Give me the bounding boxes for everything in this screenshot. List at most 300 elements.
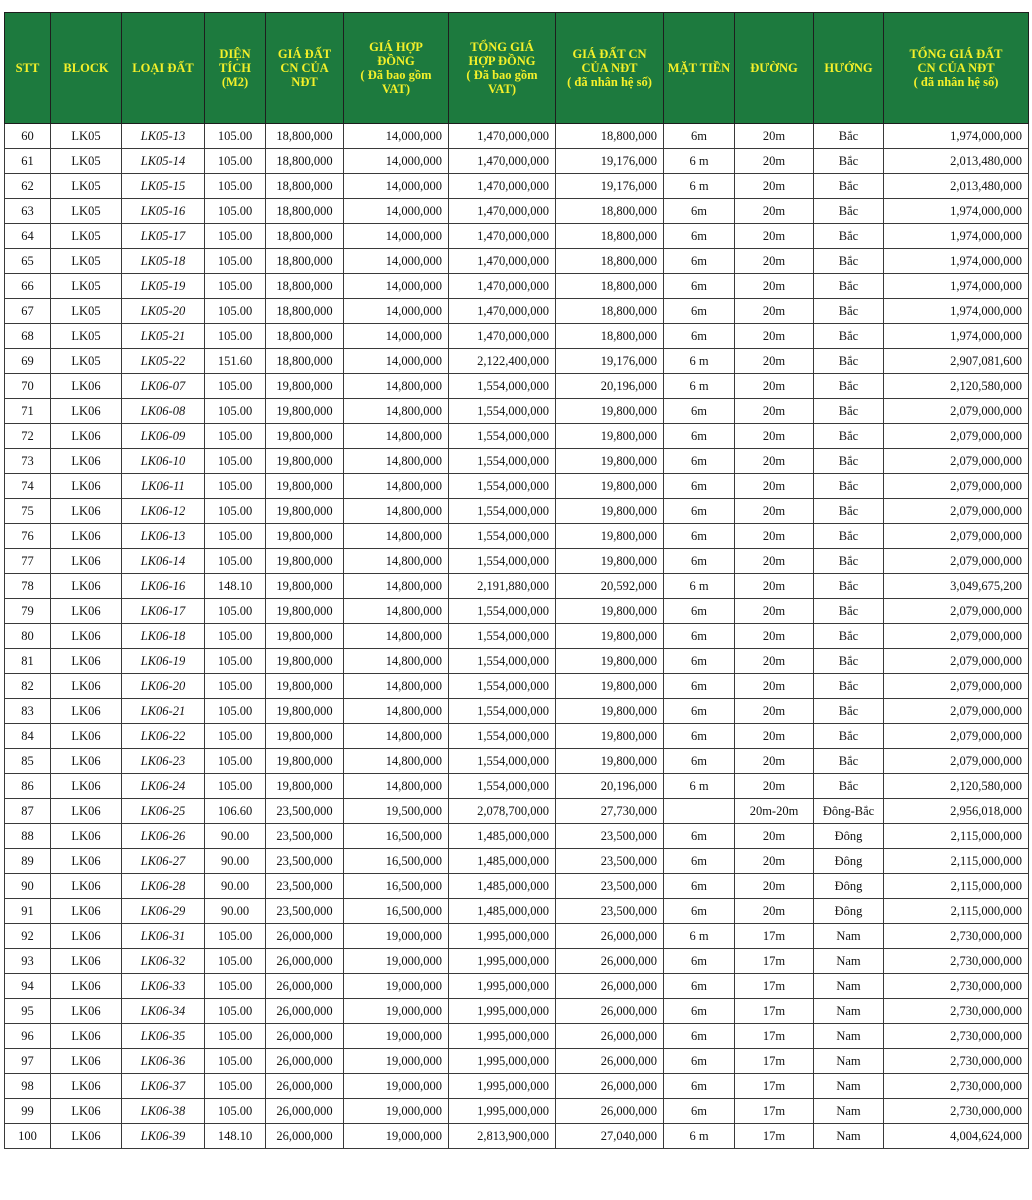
cell-tong-gia-dat-cn: 4,004,624,000	[884, 1124, 1029, 1149]
price-table	[4, 12, 1029, 1149]
cell-gia-dat-cn: 19,800,000	[266, 674, 344, 699]
cell-dien-tich: 105.00	[205, 749, 266, 774]
cell-loai-dat: LK06-27	[122, 849, 205, 874]
cell-dien-tich: 105.00	[205, 674, 266, 699]
cell-loai-dat: LK06-26	[122, 824, 205, 849]
table-row	[5, 799, 1029, 824]
cell-block: LK06	[51, 499, 122, 524]
cell-gia-dat-cn-he-so: 23,500,000	[556, 899, 664, 924]
cell-loai-dat: LK06-29	[122, 899, 205, 924]
cell-tong-gia-dat-cn: 2,079,000,000	[884, 524, 1029, 549]
cell-gia-dat-cn: 19,800,000	[266, 524, 344, 549]
cell-gia-dat-cn: 19,800,000	[266, 449, 344, 474]
cell-block: LK06	[51, 424, 122, 449]
cell-huong: Nam	[814, 924, 884, 949]
cell-duong: 20m	[735, 499, 814, 524]
cell-tong-gia-hop-dong: 1,554,000,000	[449, 774, 556, 799]
cell-gia-dat-cn-he-so: 18,800,000	[556, 224, 664, 249]
cell-tong-gia-hop-dong: 1,485,000,000	[449, 874, 556, 899]
cell-tong-gia-dat-cn: 2,079,000,000	[884, 599, 1029, 624]
cell-gia-dat-cn: 19,800,000	[266, 549, 344, 574]
cell-loai-dat: LK06-12	[122, 499, 205, 524]
cell-block: LK06	[51, 699, 122, 724]
cell-stt: 63	[5, 199, 51, 224]
cell-gia-dat-cn: 19,800,000	[266, 699, 344, 724]
cell-stt: 100	[5, 1124, 51, 1149]
cell-huong: Bắc	[814, 399, 884, 424]
cell-tong-gia-hop-dong: 1,470,000,000	[449, 149, 556, 174]
cell-tong-gia-dat-cn: 2,730,000,000	[884, 1049, 1029, 1074]
cell-gia-dat-cn-he-so: 19,800,000	[556, 524, 664, 549]
cell-stt: 68	[5, 324, 51, 349]
cell-dien-tich: 105.00	[205, 1074, 266, 1099]
cell-loai-dat: LK06-16	[122, 574, 205, 599]
cell-loai-dat: LK06-21	[122, 699, 205, 724]
cell-mat-tien: 6m	[664, 1074, 735, 1099]
cell-loai-dat: LK06-25	[122, 799, 205, 824]
cell-stt: 94	[5, 974, 51, 999]
cell-gia-dat-cn: 19,800,000	[266, 399, 344, 424]
cell-tong-gia-hop-dong: 2,122,400,000	[449, 349, 556, 374]
cell-stt: 80	[5, 624, 51, 649]
cell-gia-dat-cn-he-so: 26,000,000	[556, 1099, 664, 1124]
cell-gia-dat-cn: 19,800,000	[266, 624, 344, 649]
cell-gia-dat-cn-he-so: 20,592,000	[556, 574, 664, 599]
cell-gia-dat-cn-he-so: 20,196,000	[556, 774, 664, 799]
cell-huong: Đông	[814, 899, 884, 924]
cell-tong-gia-dat-cn: 2,079,000,000	[884, 474, 1029, 499]
cell-dien-tich: 105.00	[205, 299, 266, 324]
cell-gia-hop-dong: 14,000,000	[344, 324, 449, 349]
cell-tong-gia-hop-dong: 1,554,000,000	[449, 399, 556, 424]
cell-block: LK05	[51, 149, 122, 174]
cell-dien-tich: 105.00	[205, 1099, 266, 1124]
cell-block: LK06	[51, 899, 122, 924]
cell-tong-gia-hop-dong: 1,554,000,000	[449, 524, 556, 549]
cell-dien-tich: 105.00	[205, 374, 266, 399]
cell-block: LK05	[51, 199, 122, 224]
cell-block: LK06	[51, 599, 122, 624]
cell-huong: Bắc	[814, 649, 884, 674]
cell-gia-dat-cn-he-so: 26,000,000	[556, 924, 664, 949]
cell-mat-tien: 6m	[664, 999, 735, 1024]
cell-dien-tich: 90.00	[205, 874, 266, 899]
cell-block: LK06	[51, 799, 122, 824]
cell-huong: Nam	[814, 1124, 884, 1149]
table-row	[5, 924, 1029, 949]
cell-gia-dat-cn-he-so: 27,040,000	[556, 1124, 664, 1149]
cell-huong: Bắc	[814, 699, 884, 724]
cell-huong: Bắc	[814, 624, 884, 649]
cell-stt: 70	[5, 374, 51, 399]
cell-mat-tien: 6m	[664, 824, 735, 849]
cell-block: LK06	[51, 749, 122, 774]
table-row	[5, 999, 1029, 1024]
cell-tong-gia-dat-cn: 2,730,000,000	[884, 999, 1029, 1024]
cell-tong-gia-dat-cn: 2,079,000,000	[884, 674, 1029, 699]
cell-stt: 69	[5, 349, 51, 374]
cell-gia-dat-cn: 26,000,000	[266, 924, 344, 949]
cell-huong: Bắc	[814, 124, 884, 149]
cell-gia-hop-dong: 19,000,000	[344, 949, 449, 974]
cell-huong: Bắc	[814, 549, 884, 574]
cell-block: LK06	[51, 1074, 122, 1099]
cell-dien-tich: 105.00	[205, 724, 266, 749]
cell-duong: 20m	[735, 899, 814, 924]
table-row	[5, 574, 1029, 599]
cell-loai-dat: LK06-17	[122, 599, 205, 624]
cell-loai-dat: LK06-19	[122, 649, 205, 674]
header-mat-tien: MẶT TIỀN	[664, 13, 735, 124]
cell-gia-dat-cn: 18,800,000	[266, 149, 344, 174]
cell-stt: 84	[5, 724, 51, 749]
cell-gia-hop-dong: 19,000,000	[344, 999, 449, 1024]
cell-gia-dat-cn-he-so: 19,800,000	[556, 424, 664, 449]
cell-gia-dat-cn-he-so: 26,000,000	[556, 1024, 664, 1049]
table-row	[5, 274, 1029, 299]
table-row	[5, 1049, 1029, 1074]
table-row	[5, 899, 1029, 924]
cell-mat-tien: 6m	[664, 549, 735, 574]
cell-duong: 20m	[735, 424, 814, 449]
cell-dien-tich: 105.00	[205, 599, 266, 624]
cell-gia-dat-cn: 18,800,000	[266, 249, 344, 274]
cell-gia-hop-dong: 14,000,000	[344, 224, 449, 249]
cell-mat-tien: 6m	[664, 224, 735, 249]
cell-stt: 99	[5, 1099, 51, 1124]
cell-tong-gia-hop-dong: 1,470,000,000	[449, 299, 556, 324]
cell-duong: 20m-20m	[735, 799, 814, 824]
cell-tong-gia-dat-cn: 2,115,000,000	[884, 824, 1029, 849]
cell-stt: 95	[5, 999, 51, 1024]
cell-block: LK06	[51, 874, 122, 899]
cell-dien-tich: 105.00	[205, 324, 266, 349]
cell-block: LK06	[51, 549, 122, 574]
cell-mat-tien: 6 m	[664, 374, 735, 399]
cell-mat-tien: 6m	[664, 849, 735, 874]
cell-gia-dat-cn: 19,800,000	[266, 774, 344, 799]
cell-tong-gia-dat-cn: 1,974,000,000	[884, 249, 1029, 274]
cell-mat-tien: 6 m	[664, 774, 735, 799]
cell-tong-gia-hop-dong: 1,554,000,000	[449, 699, 556, 724]
header-loai-dat: LOẠI ĐẤT	[122, 13, 205, 124]
cell-gia-hop-dong: 16,500,000	[344, 874, 449, 899]
cell-mat-tien: 6 m	[664, 1124, 735, 1149]
header-gia-dat-cn: GIÁ ĐẤT CN CỦA NĐT	[266, 13, 344, 124]
cell-dien-tich: 105.00	[205, 224, 266, 249]
cell-mat-tien: 6m	[664, 949, 735, 974]
cell-dien-tich: 105.00	[205, 774, 266, 799]
table-row	[5, 549, 1029, 574]
cell-duong: 20m	[735, 724, 814, 749]
cell-huong: Bắc	[814, 674, 884, 699]
cell-duong: 17m	[735, 1099, 814, 1124]
cell-dien-tich: 90.00	[205, 824, 266, 849]
table-row	[5, 699, 1029, 724]
cell-gia-hop-dong: 19,000,000	[344, 1099, 449, 1124]
cell-duong: 20m	[735, 299, 814, 324]
cell-loai-dat: LK06-14	[122, 549, 205, 574]
cell-gia-dat-cn-he-so: 23,500,000	[556, 874, 664, 899]
cell-gia-hop-dong: 14,800,000	[344, 374, 449, 399]
cell-gia-dat-cn-he-so: 19,800,000	[556, 549, 664, 574]
cell-tong-gia-dat-cn: 2,907,081,600	[884, 349, 1029, 374]
table-row	[5, 1024, 1029, 1049]
cell-tong-gia-dat-cn: 1,974,000,000	[884, 299, 1029, 324]
cell-gia-dat-cn: 18,800,000	[266, 274, 344, 299]
table-row	[5, 249, 1029, 274]
cell-tong-gia-hop-dong: 1,470,000,000	[449, 174, 556, 199]
cell-duong: 20m	[735, 624, 814, 649]
cell-stt: 96	[5, 1024, 51, 1049]
cell-gia-dat-cn: 26,000,000	[266, 949, 344, 974]
cell-loai-dat: LK06-10	[122, 449, 205, 474]
cell-tong-gia-hop-dong: 1,995,000,000	[449, 1049, 556, 1074]
cell-gia-dat-cn-he-so: 19,176,000	[556, 149, 664, 174]
cell-block: LK06	[51, 849, 122, 874]
cell-gia-hop-dong: 14,000,000	[344, 349, 449, 374]
cell-gia-hop-dong: 14,800,000	[344, 449, 449, 474]
cell-gia-hop-dong: 19,000,000	[344, 1024, 449, 1049]
cell-stt: 71	[5, 399, 51, 424]
cell-stt: 62	[5, 174, 51, 199]
cell-stt: 79	[5, 599, 51, 624]
cell-mat-tien: 6 m	[664, 149, 735, 174]
table-row	[5, 749, 1029, 774]
cell-gia-dat-cn: 18,800,000	[266, 349, 344, 374]
cell-block: LK06	[51, 524, 122, 549]
cell-huong: Bắc	[814, 374, 884, 399]
cell-duong: 20m	[735, 249, 814, 274]
cell-duong: 20m	[735, 349, 814, 374]
cell-dien-tich: 105.00	[205, 149, 266, 174]
cell-gia-dat-cn: 23,500,000	[266, 824, 344, 849]
table-row	[5, 674, 1029, 699]
cell-gia-dat-cn-he-so: 20,196,000	[556, 374, 664, 399]
cell-block: LK06	[51, 824, 122, 849]
table-row	[5, 949, 1029, 974]
cell-loai-dat: LK06-37	[122, 1074, 205, 1099]
cell-tong-gia-dat-cn: 1,974,000,000	[884, 224, 1029, 249]
cell-gia-dat-cn: 26,000,000	[266, 1024, 344, 1049]
table-row	[5, 649, 1029, 674]
cell-huong: Nam	[814, 1074, 884, 1099]
cell-huong: Nam	[814, 974, 884, 999]
cell-mat-tien: 6m	[664, 624, 735, 649]
table-row	[5, 1124, 1029, 1149]
cell-stt: 77	[5, 549, 51, 574]
cell-mat-tien: 6m	[664, 474, 735, 499]
cell-tong-gia-hop-dong: 1,485,000,000	[449, 899, 556, 924]
cell-block: LK05	[51, 299, 122, 324]
cell-stt: 78	[5, 574, 51, 599]
cell-huong: Bắc	[814, 499, 884, 524]
cell-block: LK06	[51, 774, 122, 799]
cell-gia-dat-cn: 18,800,000	[266, 199, 344, 224]
cell-loai-dat: LK06-08	[122, 399, 205, 424]
cell-block: LK06	[51, 949, 122, 974]
cell-tong-gia-dat-cn: 2,079,000,000	[884, 549, 1029, 574]
cell-dien-tich: 105.00	[205, 699, 266, 724]
cell-gia-hop-dong: 14,000,000	[344, 149, 449, 174]
cell-loai-dat: LK06-33	[122, 974, 205, 999]
cell-gia-dat-cn-he-so: 19,800,000	[556, 699, 664, 724]
cell-loai-dat: LK06-07	[122, 374, 205, 399]
cell-duong: 17m	[735, 1024, 814, 1049]
cell-gia-dat-cn: 26,000,000	[266, 1124, 344, 1149]
cell-loai-dat: LK05-21	[122, 324, 205, 349]
cell-gia-dat-cn-he-so: 19,176,000	[556, 349, 664, 374]
cell-gia-hop-dong: 14,800,000	[344, 499, 449, 524]
cell-stt: 67	[5, 299, 51, 324]
cell-tong-gia-dat-cn: 2,079,000,000	[884, 699, 1029, 724]
cell-gia-hop-dong: 14,000,000	[344, 299, 449, 324]
cell-duong: 20m	[735, 749, 814, 774]
cell-block: LK06	[51, 624, 122, 649]
header-row	[5, 13, 1029, 124]
cell-gia-dat-cn: 23,500,000	[266, 799, 344, 824]
header-tong-gia-hop-dong: TỔNG GIÁ HỢP ĐỒNG ( Đã bao gồm VAT)	[449, 13, 556, 124]
cell-loai-dat: LK05-17	[122, 224, 205, 249]
cell-gia-dat-cn-he-so: 19,800,000	[556, 749, 664, 774]
cell-block: LK06	[51, 724, 122, 749]
cell-tong-gia-hop-dong: 1,554,000,000	[449, 724, 556, 749]
cell-tong-gia-hop-dong: 1,554,000,000	[449, 474, 556, 499]
cell-loai-dat: LK06-18	[122, 624, 205, 649]
cell-dien-tich: 148.10	[205, 1124, 266, 1149]
cell-duong: 20m	[735, 549, 814, 574]
cell-gia-dat-cn: 26,000,000	[266, 1074, 344, 1099]
cell-gia-hop-dong: 19,000,000	[344, 924, 449, 949]
cell-duong: 20m	[735, 524, 814, 549]
cell-duong: 20m	[735, 174, 814, 199]
cell-dien-tich: 105.00	[205, 474, 266, 499]
cell-huong: Bắc	[814, 324, 884, 349]
cell-gia-dat-cn-he-so: 26,000,000	[556, 949, 664, 974]
cell-huong: Bắc	[814, 474, 884, 499]
cell-dien-tich: 105.00	[205, 449, 266, 474]
cell-tong-gia-hop-dong: 1,554,000,000	[449, 374, 556, 399]
cell-gia-dat-cn: 23,500,000	[266, 899, 344, 924]
header-huong: HƯỚNG	[814, 13, 884, 124]
cell-tong-gia-hop-dong: 2,191,880,000	[449, 574, 556, 599]
cell-huong: Bắc	[814, 299, 884, 324]
cell-duong: 17m	[735, 1074, 814, 1099]
cell-block: LK06	[51, 1024, 122, 1049]
cell-tong-gia-hop-dong: 1,485,000,000	[449, 849, 556, 874]
cell-gia-hop-dong: 14,000,000	[344, 249, 449, 274]
cell-tong-gia-dat-cn: 2,115,000,000	[884, 899, 1029, 924]
cell-tong-gia-dat-cn: 2,956,018,000	[884, 799, 1029, 824]
cell-mat-tien: 6 m	[664, 924, 735, 949]
cell-stt: 76	[5, 524, 51, 549]
cell-mat-tien: 6m	[664, 249, 735, 274]
cell-gia-hop-dong: 14,800,000	[344, 724, 449, 749]
cell-dien-tich: 105.00	[205, 1049, 266, 1074]
cell-stt: 89	[5, 849, 51, 874]
cell-tong-gia-hop-dong: 1,470,000,000	[449, 274, 556, 299]
cell-gia-hop-dong: 14,800,000	[344, 524, 449, 549]
cell-loai-dat: LK06-20	[122, 674, 205, 699]
table-row	[5, 299, 1029, 324]
cell-gia-dat-cn: 19,800,000	[266, 724, 344, 749]
cell-duong: 17m	[735, 949, 814, 974]
cell-loai-dat: LK06-35	[122, 1024, 205, 1049]
cell-gia-hop-dong: 14,800,000	[344, 624, 449, 649]
cell-stt: 85	[5, 749, 51, 774]
table-row	[5, 524, 1029, 549]
cell-stt: 81	[5, 649, 51, 674]
cell-gia-dat-cn: 26,000,000	[266, 974, 344, 999]
cell-gia-hop-dong: 19,000,000	[344, 1124, 449, 1149]
cell-dien-tich: 105.00	[205, 249, 266, 274]
cell-gia-dat-cn-he-so: 18,800,000	[556, 124, 664, 149]
cell-gia-dat-cn-he-so: 18,800,000	[556, 274, 664, 299]
cell-tong-gia-dat-cn: 2,079,000,000	[884, 399, 1029, 424]
table-row	[5, 149, 1029, 174]
table-row	[5, 599, 1029, 624]
cell-gia-dat-cn-he-so: 18,800,000	[556, 324, 664, 349]
cell-tong-gia-hop-dong: 1,995,000,000	[449, 999, 556, 1024]
cell-duong: 20m	[735, 849, 814, 874]
cell-gia-dat-cn-he-so: 19,800,000	[556, 399, 664, 424]
cell-tong-gia-hop-dong: 1,995,000,000	[449, 1024, 556, 1049]
cell-stt: 72	[5, 424, 51, 449]
cell-gia-dat-cn: 26,000,000	[266, 999, 344, 1024]
cell-mat-tien: 6m	[664, 524, 735, 549]
cell-block: LK06	[51, 674, 122, 699]
cell-stt: 86	[5, 774, 51, 799]
cell-gia-hop-dong: 16,500,000	[344, 899, 449, 924]
cell-huong: Bắc	[814, 174, 884, 199]
cell-gia-dat-cn-he-so: 19,176,000	[556, 174, 664, 199]
cell-huong: Bắc	[814, 149, 884, 174]
cell-gia-dat-cn: 18,800,000	[266, 174, 344, 199]
cell-gia-dat-cn-he-so: 19,800,000	[556, 649, 664, 674]
cell-mat-tien: 6m	[664, 199, 735, 224]
cell-gia-hop-dong: 19,000,000	[344, 974, 449, 999]
cell-block: LK05	[51, 249, 122, 274]
cell-gia-hop-dong: 14,800,000	[344, 749, 449, 774]
cell-loai-dat: LK05-18	[122, 249, 205, 274]
cell-huong: Bắc	[814, 774, 884, 799]
cell-loai-dat: LK05-13	[122, 124, 205, 149]
cell-huong: Bắc	[814, 599, 884, 624]
cell-stt: 88	[5, 824, 51, 849]
cell-tong-gia-dat-cn: 2,730,000,000	[884, 1074, 1029, 1099]
cell-duong: 17m	[735, 999, 814, 1024]
cell-duong: 20m	[735, 449, 814, 474]
cell-dien-tich: 105.00	[205, 549, 266, 574]
cell-dien-tich: 105.00	[205, 949, 266, 974]
cell-mat-tien: 6m	[664, 674, 735, 699]
cell-stt: 82	[5, 674, 51, 699]
cell-block: LK06	[51, 924, 122, 949]
cell-stt: 93	[5, 949, 51, 974]
cell-duong: 20m	[735, 399, 814, 424]
cell-dien-tich: 105.00	[205, 124, 266, 149]
cell-loai-dat: LK06-13	[122, 524, 205, 549]
cell-gia-dat-cn: 19,800,000	[266, 374, 344, 399]
cell-block: LK06	[51, 1099, 122, 1124]
cell-mat-tien: 6m	[664, 724, 735, 749]
cell-gia-dat-cn-he-so: 18,800,000	[556, 249, 664, 274]
cell-loai-dat: LK05-19	[122, 274, 205, 299]
cell-gia-dat-cn-he-so: 18,800,000	[556, 299, 664, 324]
cell-gia-hop-dong: 14,000,000	[344, 174, 449, 199]
cell-tong-gia-hop-dong: 1,995,000,000	[449, 1099, 556, 1124]
cell-dien-tich: 105.00	[205, 199, 266, 224]
